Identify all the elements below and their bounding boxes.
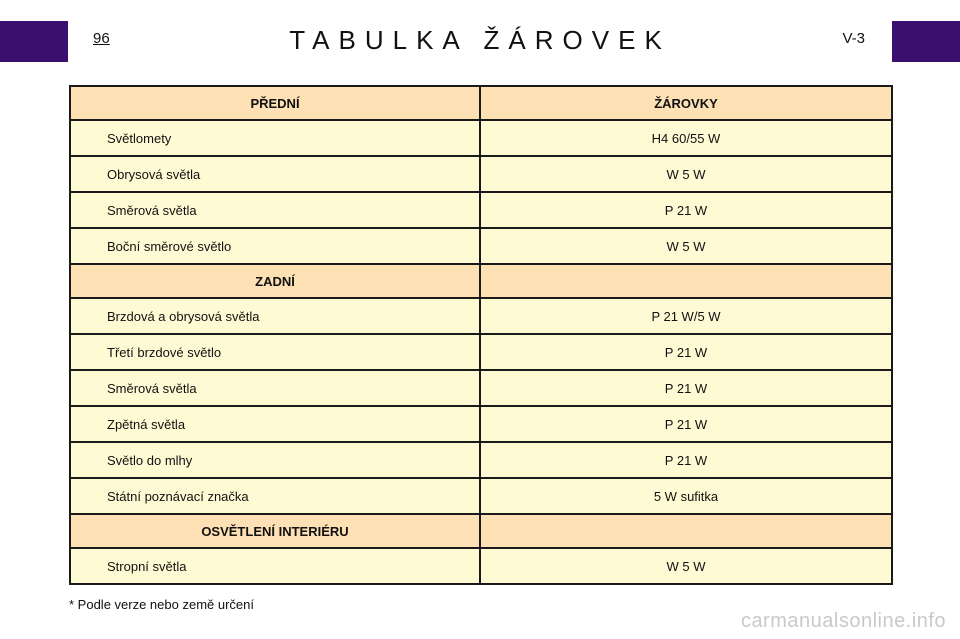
bulb-type: P 21 W bbox=[480, 442, 892, 478]
bulb-type: P 21 W bbox=[480, 334, 892, 370]
table-row bbox=[70, 548, 892, 584]
table-section-header bbox=[70, 86, 892, 120]
table-row bbox=[70, 156, 892, 192]
section-heading-empty bbox=[480, 264, 892, 298]
bulb-table bbox=[69, 85, 893, 585]
section-heading-front: PŘEDNÍ bbox=[70, 86, 480, 120]
bulb-type: W 5 W bbox=[480, 548, 892, 584]
bulb-location: Světlomety bbox=[70, 120, 480, 156]
table-row bbox=[70, 120, 892, 156]
bulb-location: Směrová světla bbox=[70, 370, 480, 406]
bulb-location: Směrová světla bbox=[70, 192, 480, 228]
section-heading-rear: ZADNÍ bbox=[70, 264, 480, 298]
bulb-location: Boční směrové světlo bbox=[70, 228, 480, 264]
watermark: carmanualsonline.info bbox=[740, 610, 946, 632]
bulb-location: Zpětná světla bbox=[70, 406, 480, 442]
table-row bbox=[70, 478, 892, 514]
table-section-header bbox=[70, 514, 892, 548]
bulb-type: P 21 W/5 W bbox=[480, 298, 892, 334]
bulb-location: Obrysová světla bbox=[70, 156, 480, 192]
bulb-location: Brzdová a obrysová světla bbox=[70, 298, 480, 334]
table-row bbox=[70, 370, 892, 406]
page-number: 96 bbox=[93, 30, 110, 47]
table-section-header bbox=[70, 264, 892, 298]
footnote: * Podle verze nebo země určení bbox=[69, 597, 254, 612]
bulb-type: W 5 W bbox=[480, 228, 892, 264]
bulb-type: W 5 W bbox=[480, 156, 892, 192]
table-row bbox=[70, 442, 892, 478]
section-heading-empty bbox=[480, 514, 892, 548]
page-title: TABULKA ŽÁROVEK bbox=[289, 25, 671, 55]
bulb-type: P 21 W bbox=[480, 406, 892, 442]
table-row bbox=[70, 228, 892, 264]
bulb-location: Světlo do mlhy bbox=[70, 442, 480, 478]
bulb-type: 5 W sufitka bbox=[480, 478, 892, 514]
bulb-location: Státní poznávací značka bbox=[70, 478, 480, 514]
bulb-type: P 21 W bbox=[480, 192, 892, 228]
bulb-location: Stropní světla bbox=[70, 548, 480, 584]
table-row bbox=[70, 406, 892, 442]
bulb-location: Třetí brzdové světlo bbox=[70, 334, 480, 370]
bulb-type: P 21 W bbox=[480, 370, 892, 406]
table-row bbox=[70, 192, 892, 228]
table-row bbox=[70, 298, 892, 334]
column-heading-bulbs: ŽÁROVKY bbox=[480, 86, 892, 120]
table-row bbox=[70, 334, 892, 370]
section-number: V-3 bbox=[842, 30, 865, 47]
section-heading-interior: OSVĚTLENÍ INTERIÉRU bbox=[70, 514, 480, 548]
bulb-type: H4 60/55 W bbox=[480, 120, 892, 156]
